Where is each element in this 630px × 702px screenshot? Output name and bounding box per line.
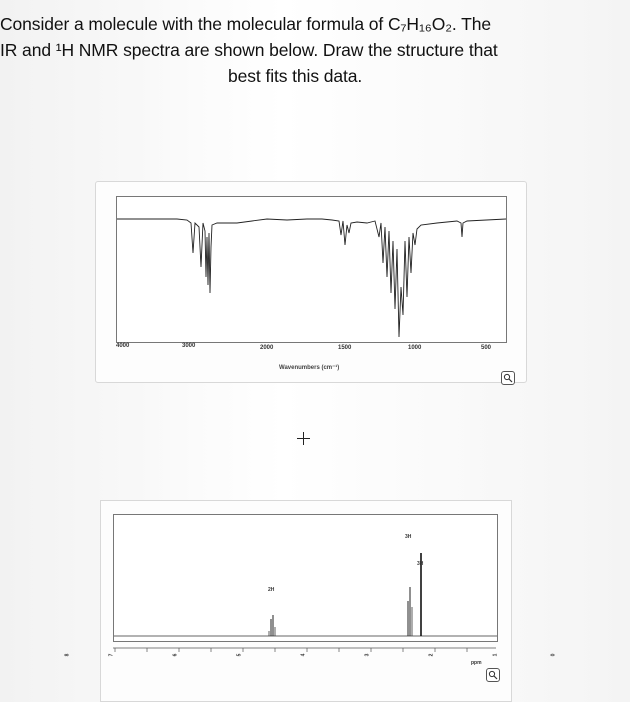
question-line-3: best fits this data. xyxy=(228,66,363,86)
question-line-2: IR and ¹H NMR spectra are shown below. Draw the structure that xyxy=(0,40,498,60)
nmr-zoom-button[interactable] xyxy=(486,668,500,682)
nmr-tick-2: 2 xyxy=(428,653,435,657)
ir-tick-500: 500 xyxy=(481,345,492,351)
nmr-peak-2h xyxy=(269,615,275,636)
nmr-label-3h-b: 3H xyxy=(417,561,424,567)
nmr-x-axis-label: ppm xyxy=(471,660,482,666)
ir-spectrum-plot xyxy=(116,196,507,343)
nmr-tick-1: 1 xyxy=(492,653,499,657)
nmr-label-3h-a: 3H xyxy=(405,534,412,540)
ir-tick-1500: 1500 xyxy=(338,345,352,351)
nmr-label-2h: 2H xyxy=(268,587,275,593)
nmr-tick-6: 6 xyxy=(172,653,179,657)
ir-tick-1000: 1000 xyxy=(408,345,422,351)
ir-zoom-button[interactable] xyxy=(501,371,515,385)
nmr-peak-3h-a xyxy=(408,587,412,636)
question-line-1: Consider a molecule with the molecular formula of C₇H₁₆O₂. The xyxy=(0,14,491,34)
ir-tick-3000: 3000 xyxy=(182,343,196,349)
crosshair-icon[interactable] xyxy=(297,432,310,445)
nmr-tick-3: 3 xyxy=(364,653,371,657)
ir-tick-4000: 4000 xyxy=(116,343,130,349)
ir-spectrum-line xyxy=(117,219,506,337)
nmr-tick-0: 0 xyxy=(550,653,557,657)
nmr-tick-7: 7 xyxy=(108,653,115,657)
ir-spectrum-svg xyxy=(117,197,506,342)
ir-tick-2000: 2000 xyxy=(260,345,274,351)
ir-x-axis-label: Wavenumbers (cm⁻¹) xyxy=(279,365,340,371)
magnifier-icon xyxy=(488,670,498,680)
nmr-x-axis xyxy=(113,642,499,672)
nmr-spectrum-plot xyxy=(113,514,498,642)
magnifier-icon xyxy=(503,373,513,383)
nmr-tick-4: 4 xyxy=(300,653,307,657)
nmr-tick-8: 8 xyxy=(64,653,71,657)
nmr-tick-5: 5 xyxy=(236,653,243,657)
nmr-spectrum-svg xyxy=(114,515,497,641)
